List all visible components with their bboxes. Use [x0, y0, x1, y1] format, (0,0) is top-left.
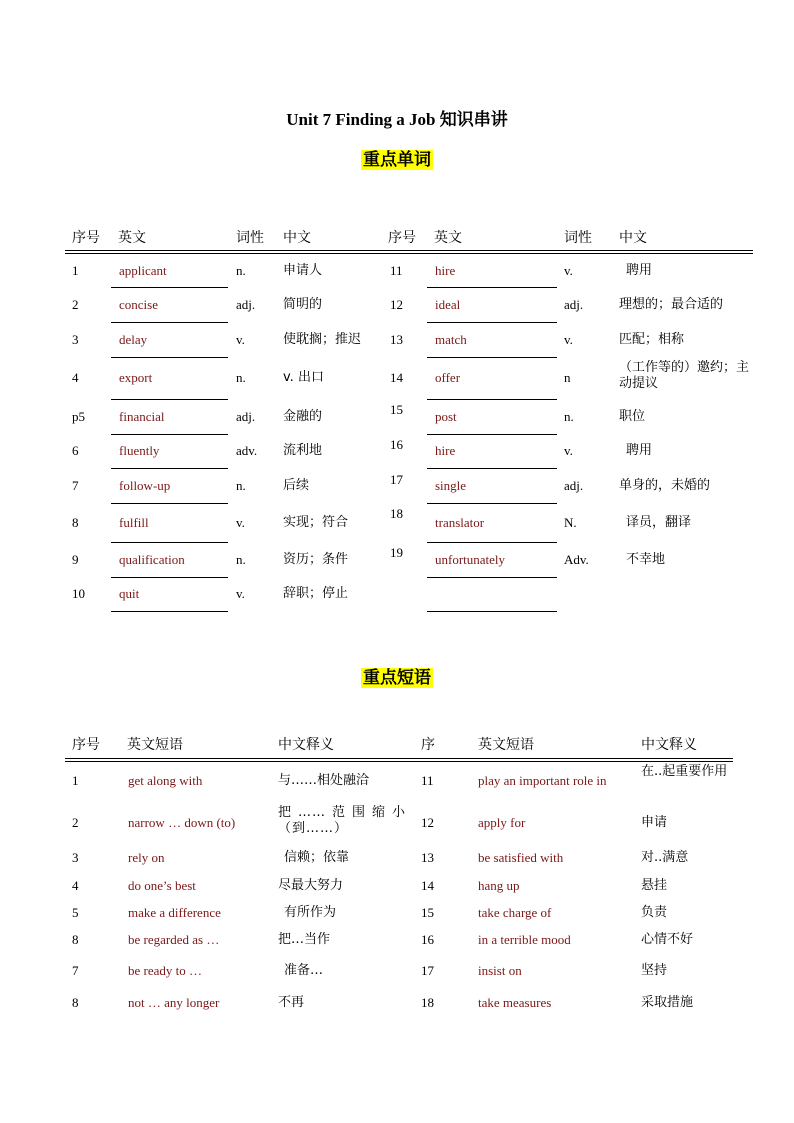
vocab-pos: v. [236, 515, 245, 530]
vocab-pos: n. [236, 552, 246, 567]
phrase-english: do one’s best [128, 878, 196, 893]
vocab-header: 词性 [236, 230, 264, 246]
phrase-english: not … any longer [128, 995, 220, 1010]
vocab-word: quit [119, 586, 140, 601]
vocab-pos: N. [564, 515, 577, 530]
phrase-header-rule [65, 758, 733, 759]
vocab-num: 2 [72, 297, 79, 312]
vocab-pos: adj. [564, 297, 584, 312]
phrase-meaning: 与……相处融洽 [278, 773, 370, 788]
vocab-meaning: 匹配；相称 [619, 332, 685, 347]
phrase-english: be satisfied with [478, 850, 564, 865]
vocab-word: unfortunately [435, 552, 506, 567]
vocab-num: 9 [72, 552, 79, 567]
vocab-num: 13 [390, 332, 403, 347]
vocab-num: 10 [72, 586, 85, 601]
vocab-word-underline [427, 399, 557, 400]
vocab-header: 英文 [434, 230, 462, 246]
vocab-num: 14 [390, 370, 403, 385]
page-title: Unit 7 Finding a Job 知识串讲 [286, 110, 508, 129]
vocab-meaning: 金融的 [283, 409, 323, 424]
vocab-header: 序号 [388, 230, 416, 246]
vocab-meaning: 流利地 [283, 443, 323, 458]
vocab-meaning: 后续 [283, 478, 310, 493]
vocab-num: 1 [72, 263, 79, 278]
vocab-word-underline [111, 434, 228, 435]
vocab-word: financial [119, 409, 165, 424]
phrase-num: 1 [72, 773, 79, 788]
phrase-header: 英文短语 [127, 737, 183, 753]
vocab-word-underline [111, 287, 228, 288]
phrase-meaning: 在..起重要作用 [641, 764, 728, 779]
vocab-word: single [435, 478, 467, 493]
vocab-header-rule [65, 253, 753, 254]
phrase-num: 2 [72, 815, 79, 830]
phrase-english: get along with [128, 773, 203, 788]
phrase-meaning: 尽最大努力 [278, 878, 344, 893]
vocab-word: ideal [435, 297, 461, 312]
vocab-word-underline [111, 611, 228, 612]
phrase-english: apply for [478, 815, 526, 830]
phrase-meaning: 有所作为 [284, 905, 337, 920]
vocab-word: match [435, 332, 467, 347]
vocab-meaning: 聘用 [626, 443, 653, 458]
vocab-num: 15 [390, 402, 403, 417]
phrase-num: 8 [72, 932, 79, 947]
vocab-num: 16 [390, 437, 403, 452]
vocab-header: 英文 [118, 230, 146, 246]
phrase-meaning: 把…当作 [278, 932, 331, 947]
vocab-pos: v. [236, 332, 245, 347]
vocab-pos: adv. [236, 443, 258, 458]
vocab-word: offer [435, 370, 461, 385]
vocab-word: qualification [119, 552, 185, 567]
vocab-word-underline [111, 399, 228, 400]
vocab-word: hire [435, 443, 456, 458]
vocab-word: export [119, 370, 153, 385]
phrase-english: narrow … down (to) [128, 815, 236, 830]
vocab-header: 词性 [564, 230, 592, 246]
phrase-english: in a terrible mood [478, 932, 571, 947]
phrase-header: 序 [421, 737, 435, 753]
phrase-num: 12 [421, 815, 434, 830]
phrase-meaning: 采取措施 [641, 995, 694, 1010]
vocab-word: post [435, 409, 457, 424]
vocab-meaning: 职位 [619, 409, 646, 424]
vocab-word-underline [111, 468, 228, 469]
vocab-pos: v. [236, 586, 245, 601]
vocab-num: 19 [390, 545, 403, 560]
vocab-meaning: 申请人 [283, 263, 323, 278]
vocab-word-underline [111, 357, 228, 358]
phrase-meaning: 不再 [278, 995, 305, 1010]
phrase-meaning: 悬挂 [641, 878, 668, 893]
phrase-num: 13 [421, 850, 434, 865]
vocab-meaning: 单身的，未婚的 [619, 478, 711, 493]
vocab-meaning: 译员，翻译 [626, 515, 692, 530]
vocab-word-underline [427, 357, 557, 358]
vocab-word-underline [111, 322, 228, 323]
phrase-english: be regarded as … [128, 932, 220, 947]
phrase-num: 8 [72, 995, 79, 1010]
vocab-num: 3 [72, 332, 79, 347]
vocab-num: 6 [72, 443, 79, 458]
vocab-word-underline [427, 434, 557, 435]
phrase-meaning: 把……范围缩小（到……） [278, 805, 406, 836]
phrase-header: 序号 [72, 737, 100, 753]
vocab-pos: Adv. [564, 552, 589, 567]
vocab-meaning: 资历；条件 [283, 552, 349, 567]
vocab-meaning: 辞职；停止 [283, 586, 349, 601]
phrase-english: make a difference [128, 905, 221, 920]
vocab-pos: adj. [564, 478, 584, 493]
phrase-english: hang up [478, 878, 520, 893]
vocab-word-underline [427, 577, 557, 578]
phrase-meaning: 准备… [284, 963, 324, 978]
vocab-word: translator [435, 515, 485, 530]
vocab-pos: adj. [236, 297, 256, 312]
phrase-header-rule [65, 761, 733, 762]
vocab-word: concise [119, 297, 158, 312]
vocab-pos: n. [236, 263, 246, 278]
phrase-meaning: 申请 [641, 815, 668, 830]
vocab-pos: n [564, 370, 571, 385]
vocab-num: 18 [390, 506, 403, 521]
vocab-num: p5 [72, 409, 85, 424]
vocab-word-underline [427, 542, 557, 543]
phrase-num: 14 [421, 878, 434, 893]
phrase-num: 17 [421, 963, 434, 978]
phrase-meaning: 坚持 [641, 963, 668, 978]
phrase-num: 18 [421, 995, 434, 1010]
phrase-num: 15 [421, 905, 434, 920]
phrase-num: 4 [72, 878, 79, 893]
vocab-word: delay [119, 332, 148, 347]
vocab-num: 17 [390, 472, 403, 487]
vocab-word: fluently [119, 443, 160, 458]
phrase-english: take measures [478, 995, 552, 1010]
vocab-num: 12 [390, 297, 403, 312]
vocab-word-underline [427, 287, 557, 288]
phrase-num: 7 [72, 963, 79, 978]
phrase-meaning: 信赖；依靠 [284, 850, 350, 865]
phrase-header: 英文短语 [478, 737, 534, 753]
vocab-meaning: 使耽搁；推迟 [283, 332, 362, 347]
vocab-word: hire [435, 263, 456, 278]
phrase-section-heading: 重点短语 [363, 668, 431, 688]
vocab-pos: v. [564, 332, 573, 347]
vocab-word-underline [111, 503, 228, 504]
vocab-header: 序号 [72, 230, 100, 246]
vocab-pos: v. [564, 263, 573, 278]
vocab-num: 11 [390, 263, 403, 278]
phrase-meaning: 负责 [641, 905, 668, 920]
vocab-section-heading: 重点单词 [363, 150, 431, 170]
vocab-word: fulfill [119, 515, 149, 530]
vocab-pos: n. [236, 370, 246, 385]
vocab-num: 4 [72, 370, 79, 385]
vocab-meaning: 聘用 [626, 263, 653, 278]
phrase-num: 5 [72, 905, 79, 920]
vocab-meaning: 简明的 [283, 297, 323, 312]
vocab-word-underline [427, 503, 557, 504]
phrase-english: take charge of [478, 905, 552, 920]
phrase-english: rely on [128, 850, 165, 865]
vocab-word-underline [111, 542, 228, 543]
vocab-word-underline [427, 468, 557, 469]
vocab-word: applicant [119, 263, 167, 278]
phrase-meaning: 对..满意 [641, 850, 689, 865]
phrase-num: 3 [72, 850, 79, 865]
vocab-pos: adj. [236, 409, 256, 424]
vocab-meaning: 实现；符合 [283, 515, 349, 530]
phrase-english: play an important role in [478, 773, 607, 788]
vocab-pos: n. [236, 478, 246, 493]
vocab-pos: n. [564, 409, 574, 424]
vocab-word-underline [427, 611, 557, 612]
vocab-pos: v. [564, 443, 573, 458]
phrase-num: 16 [421, 932, 434, 947]
vocab-num: 8 [72, 515, 79, 530]
vocab-meaning: v. 出口 [283, 370, 324, 385]
vocab-meaning: 理想的；最合适的 [619, 297, 724, 312]
phrase-meaning: 心情不好 [641, 932, 694, 947]
phrase-header: 中文释义 [278, 737, 334, 753]
vocab-header: 中文 [619, 230, 647, 246]
vocab-header-rule [65, 250, 753, 251]
vocab-header: 中文 [283, 230, 311, 246]
phrase-english: be ready to … [128, 963, 203, 978]
phrase-english: insist on [478, 963, 522, 978]
phrase-num: 11 [421, 773, 434, 788]
vocab-word-underline [427, 322, 557, 323]
phrase-header: 中文释义 [641, 737, 697, 753]
vocab-word-underline [111, 577, 228, 578]
vocab-num: 7 [72, 478, 79, 493]
vocab-meaning: （工作等的）邀约；主动提议 [619, 360, 750, 391]
vocab-meaning: 不幸地 [626, 552, 666, 567]
vocab-word: follow-up [119, 478, 171, 493]
